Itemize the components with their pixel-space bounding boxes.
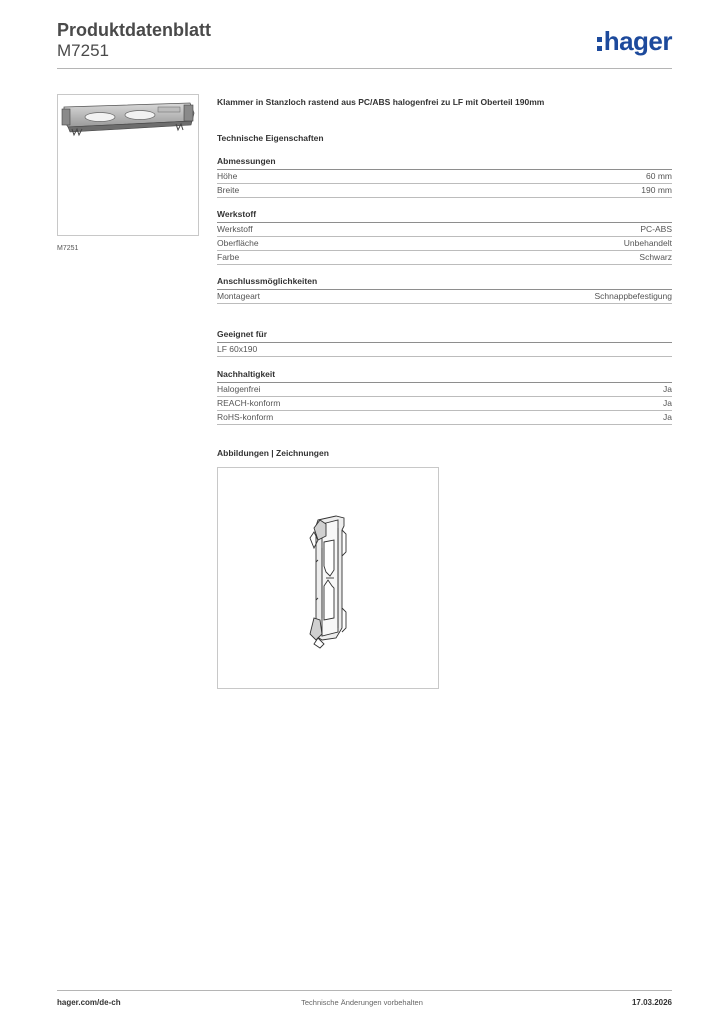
spec-value: PC-ABS xyxy=(640,224,672,234)
thumbnail-caption: M7251 xyxy=(57,245,79,252)
spec-label: Höhe xyxy=(217,171,238,181)
spec-row-material xyxy=(217,223,672,237)
spec-label: Farbe xyxy=(217,252,240,262)
spec-value: Schnappbefestigung xyxy=(594,291,672,301)
spec-label: Breite xyxy=(217,185,240,195)
logo-text: hager xyxy=(603,26,672,56)
section-connection xyxy=(217,276,672,304)
spec-row-reach xyxy=(217,397,672,411)
product-details xyxy=(217,96,672,144)
section-title: Anschlussmöglichkeiten xyxy=(217,276,672,290)
spec-value: Unbehandelt xyxy=(623,238,672,248)
spec-label: Oberfläche xyxy=(217,238,259,248)
footer-website-link[interactable]: hager.com/de-ch xyxy=(57,998,121,1007)
section-title: Abmessungen xyxy=(217,156,672,170)
spec-label: REACH-konform xyxy=(217,398,281,408)
footer-date: 17.03.2026 xyxy=(631,998,672,1007)
technical-properties-heading: Technische Eigenschaften xyxy=(217,133,324,143)
spec-value: 190 mm xyxy=(641,185,672,195)
spec-row-halogen-free xyxy=(217,383,672,397)
spec-value: Schwarz xyxy=(639,252,672,262)
product-photo-image xyxy=(58,95,198,235)
document-header xyxy=(57,20,211,61)
hager-logo[interactable] xyxy=(597,26,672,56)
spec-value: Ja xyxy=(663,384,672,394)
spec-value: 60 mm xyxy=(646,171,672,181)
spec-row-color xyxy=(217,251,672,265)
product-description: Klammer in Stanzloch rastend aus PC/ABS halogenfrei zu LF mit Oberteil 190mm xyxy=(217,97,545,107)
spec-value: Ja xyxy=(663,398,672,408)
section-sustainability xyxy=(217,369,672,425)
spec-label: Montageart xyxy=(217,291,260,301)
spec-row-height xyxy=(217,170,672,184)
product-thumbnail[interactable] xyxy=(57,94,199,236)
spec-label: RoHS-konform xyxy=(217,412,274,422)
technical-drawing-image xyxy=(218,468,438,688)
spec-label: LF 60x190 xyxy=(217,344,258,354)
section-suitable-for xyxy=(217,329,672,357)
logo-colon-icon xyxy=(597,33,603,51)
spec-row-surface xyxy=(217,237,672,251)
header-divider xyxy=(57,68,672,69)
spec-row-suitable xyxy=(217,343,672,357)
technical-drawing[interactable] xyxy=(217,467,439,689)
section-material xyxy=(217,209,672,265)
section-dimensions xyxy=(217,156,672,198)
document-title: Produktdatenblatt xyxy=(57,20,212,40)
section-title: Werkstoff xyxy=(217,209,672,223)
spec-row-rohs xyxy=(217,411,672,425)
spec-row-width xyxy=(217,184,672,198)
footer-disclaimer: Technische Änderungen vorbehalten xyxy=(301,998,423,1007)
product-number: M7251 xyxy=(57,41,109,60)
spec-label: Halogenfrei xyxy=(217,384,261,394)
spec-label: Werkstoff xyxy=(217,224,253,234)
spec-value: Ja xyxy=(663,412,672,422)
images-heading: Abbildungen | Zeichnungen xyxy=(217,448,329,458)
section-title: Geeignet für xyxy=(217,329,672,343)
section-title: Nachhaltigkeit xyxy=(217,369,672,383)
footer-divider xyxy=(57,990,672,991)
section-images xyxy=(217,448,517,459)
spec-row-mounting xyxy=(217,290,672,304)
